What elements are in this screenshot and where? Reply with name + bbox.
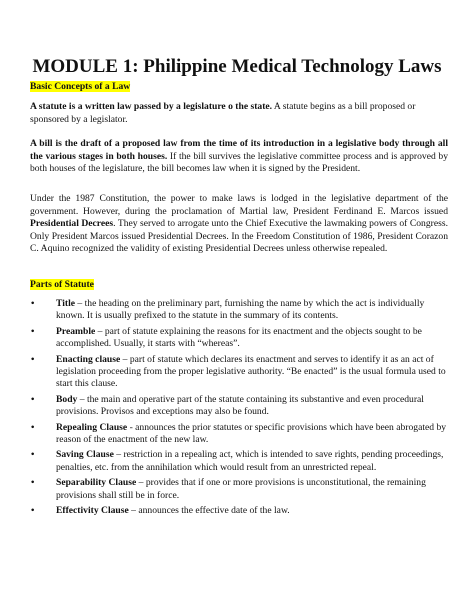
highlighted-heading: Parts of Statute — [30, 279, 94, 291]
bullet-icon: • — [31, 325, 35, 337]
list-item — [30, 422, 448, 447]
part-description: – provides that if one or more provisions is unconstitutional, the remaining provisions shall still be in force. — [56, 477, 426, 501]
part-term: Effectivity Clause — [56, 504, 129, 516]
constitution-text-b: . They served to arrogate unto the Chief Executive the lawmaking powers of Congress. Only President Marcos issued Presidential Decrees. In the Freedom Constitution of 1986, President Corazon C. Aquino recognized the validity of existing Presidential Decrees unless otherwise repealed. — [30, 218, 448, 255]
bullet-icon: • — [31, 504, 35, 516]
list-item — [30, 298, 448, 323]
list-item — [30, 477, 448, 502]
bullet-icon: • — [31, 477, 35, 489]
document-title: MODULE 1: Philippine Medical Technology Laws — [32, 56, 442, 77]
presidential-decrees-term: Presidential Decrees — [30, 218, 114, 230]
list-item — [30, 505, 448, 517]
parts-list — [30, 298, 448, 518]
paragraph-constitution — [30, 193, 448, 255]
statute-definition-text: A statute begins as a bill proposed or sponsored by a legislator. — [30, 101, 416, 125]
bullet-icon: • — [31, 421, 35, 433]
bullet-icon: • — [31, 449, 35, 461]
bullet-icon: • — [31, 297, 35, 309]
paragraph-bill-definition — [30, 138, 448, 175]
part-term: Body — [56, 393, 78, 405]
part-term: Enacting clause — [56, 353, 121, 365]
part-description: – announces the effective date of the law. — [128, 504, 290, 516]
part-term: Saving Clause — [56, 449, 114, 461]
document-body — [30, 81, 448, 520]
list-item — [30, 326, 448, 351]
part-description: – the heading on the preliminary part, furnishing the name by which the act is individually known. It is usually prefixed to the statute in the summary of its contents. — [56, 297, 425, 322]
bill-definition-text: If the bill survives the legislative committee process and is approved by both houses of the legislature, the bill becomes law when it is signed by the President. — [30, 150, 448, 175]
bullet-icon: • — [31, 393, 35, 405]
part-description: – the main and operative part of the statute containing its substantive and even procedural provisions. Provisos and exceptions may also be found. — [56, 393, 424, 418]
paragraph-statute-definition — [30, 101, 448, 126]
part-description: – part of statute which declares its enactment and serves to identify it as an act of legislation proceeding from the proper legislative authority. “Be enacted” is the usual formula used to start this clause. — [56, 353, 446, 390]
constitution-text-a: Under the 1987 Constitution, the power to make laws is lodged in the legislative department of the government. However, during the proclamation of Martial law, President Ferdinand E. Marcos issued — [30, 193, 448, 217]
bill-definition-bold: A bill is the draft of a proposed law from the time of its introduction in a legislative body through all the various stages in both houses. — [30, 138, 448, 162]
part-description: – part of statute explaining the reasons for its enactment and the objects sought to be accomplished. Usually, it starts with “whereas”. — [56, 325, 422, 350]
part-description: - announces the prior statutes or specific provisions which have been abrogated by reason of the enactment of the new law. — [56, 421, 447, 445]
list-item — [30, 449, 448, 474]
section-heading-parts-of-statute — [30, 279, 448, 291]
part-term: Preamble — [56, 325, 96, 337]
list-item — [30, 394, 448, 419]
part-term: Repealing Clause — [56, 421, 128, 433]
part-description: – restriction in a repealing act, which is intended to save rights, pending proceedings, penalties, etc. from the annihilation which would result from an unrestricted repeal. — [56, 449, 444, 473]
list-item — [30, 354, 448, 391]
highlighted-heading: Basic Concepts of a Law — [30, 81, 131, 92]
section-heading-basic-concepts — [30, 81, 448, 93]
statute-definition-bold: A statute is a written law passed by a legislature o the state. — [30, 101, 273, 113]
part-term: Separability Clause — [56, 477, 137, 489]
part-term: Title — [56, 297, 76, 309]
bullet-icon: • — [31, 353, 35, 365]
